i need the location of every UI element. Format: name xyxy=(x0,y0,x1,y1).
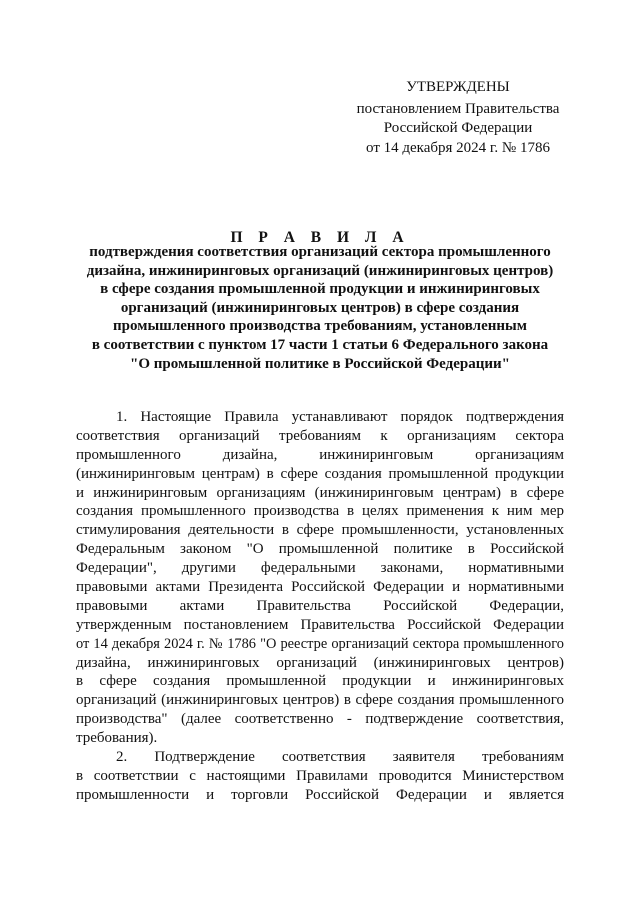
body-line: и инжиниринговым организациям (инжиниринговым центрам) в сфере xyxy=(76,484,564,501)
subtitle-line: в соответствии с пунктом 17 части 1 статьи 6 Федерального закона xyxy=(91,336,549,353)
subtitle-line: организаций (инжиниринговых центров) в сфере создания xyxy=(120,299,520,316)
subtitle-line: "О промышленной политике в Российской Федерации" xyxy=(130,355,510,372)
body-line: дизайна, инжиниринговых организаций (инжиниринговых центров) xyxy=(76,654,564,671)
body-line: Федерации", другими федеральными законами, нормативными xyxy=(76,560,564,577)
body-line: промышленного дизайна, инжиниринговым организациям xyxy=(76,446,564,463)
body-line: утвержденным постановлением Правительства Российской Федерации xyxy=(76,616,564,633)
subtitle-line: подтверждения соответствия организаций сектора промышленного xyxy=(89,244,551,260)
approval-line: Российской Федерации xyxy=(383,120,533,136)
body-line: требования). xyxy=(76,730,158,747)
body-line: производства" (далее соответственно - подтверждение соответствия, xyxy=(76,711,564,728)
body-line: в сфере создания промышленной продукции и инжиниринговых xyxy=(76,673,564,690)
approval-heading: УТВЕРЖДЕНЫ xyxy=(406,79,510,95)
body-line: создания промышленного производства в целях применения к ним мер xyxy=(76,503,564,520)
body-line: правовыми актами Правительства Российской Федерации, xyxy=(76,597,564,614)
document-title: П Р А В И Л А xyxy=(230,229,410,246)
body-line: 2. Подтверждение соответствия заявителя требованиям xyxy=(116,749,564,766)
body-line: от 14 декабря 2024 г. № 1786 "О реестре организаций сектора промышленного xyxy=(76,635,564,652)
body-line: Федеральным законом "О промышленной политике в Российской xyxy=(76,541,564,558)
body-line: организаций (инжиниринговых центров) в сфере создания промышленного xyxy=(76,692,564,709)
approval-stamp xyxy=(340,78,576,158)
body-line: в соответствии с настоящими Правилами проводится Министерством xyxy=(76,767,564,784)
subtitle-line: промышленного производства требованиям, установленным xyxy=(113,318,527,335)
document-body xyxy=(76,408,564,805)
body-line: промышленности и торговли Российской Федерации и является xyxy=(76,786,564,803)
subtitle-line: в сфере создания промышленной продукции и инжиниринговых xyxy=(100,281,540,298)
body-line: 1. Настоящие Правила устанавливают порядок подтверждения xyxy=(116,409,564,425)
body-line: соответствия организаций требованиям к организациям сектора xyxy=(76,427,564,444)
body-line: правовыми актами Президента Российской Федерации и нормативными xyxy=(76,579,564,596)
body-line: стимулирования деятельности в сфере промышленности, установленных xyxy=(76,522,564,539)
approval-line: от 14 декабря 2024 г. № 1786 xyxy=(366,139,550,156)
subtitle-line: дизайна, инжиниринговых организаций (инжиниринговых центров) xyxy=(86,262,554,279)
document-subtitle xyxy=(60,243,580,373)
body-line: (инжиниринговым центрам) в сфере создания промышленной продукции xyxy=(76,465,564,482)
approval-line: постановлением Правительства xyxy=(356,100,560,117)
